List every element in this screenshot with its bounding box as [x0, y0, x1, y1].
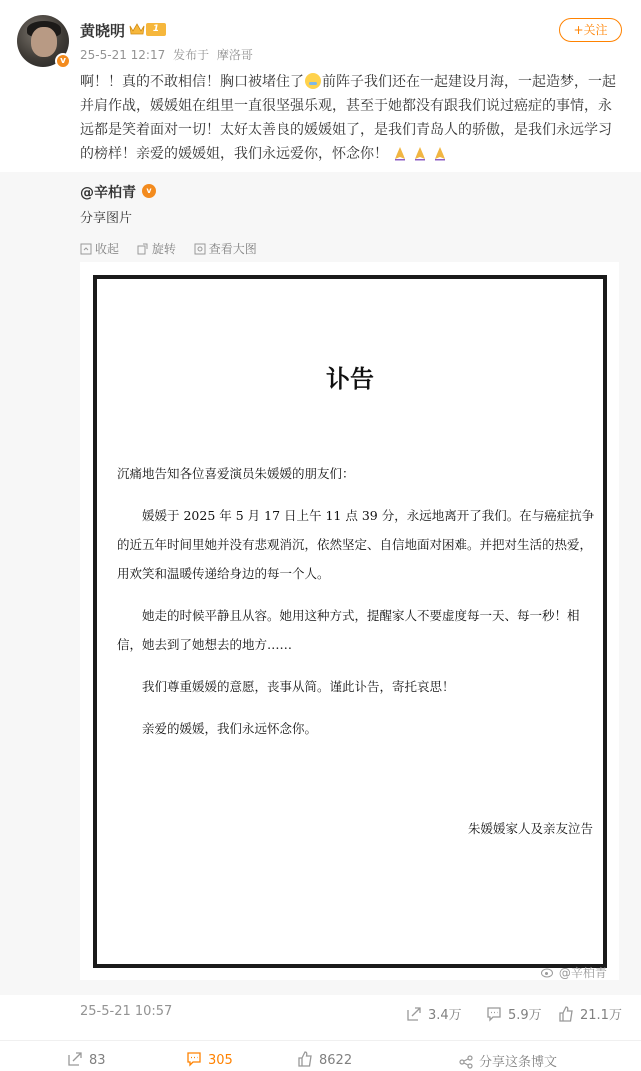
author-name[interactable]: 黄晓明	[80, 22, 126, 40]
like-count: 8622	[319, 1053, 353, 1068]
obituary-title: 讣告	[326, 365, 374, 393]
watermark-text: @辛柏青	[558, 966, 607, 980]
rotate-icon	[137, 243, 149, 255]
post-header	[0, 0, 641, 72]
share-network-icon	[459, 1055, 473, 1069]
share-post-label: 分享这条博文	[479, 1055, 558, 1070]
share-post-button[interactable]	[459, 1051, 557, 1070]
avatar-face	[31, 27, 57, 57]
post-action-bar	[0, 1040, 641, 1071]
share-count: 83	[89, 1053, 106, 1068]
repost-comment-value: 5.9万	[508, 1008, 542, 1023]
collapse-image-button[interactable]	[80, 240, 119, 257]
obituary-image[interactable]	[80, 262, 619, 980]
vip-crown-icon	[129, 22, 145, 36]
repost-timestamp[interactable]: 25-5-21 10:57	[80, 1004, 173, 1019]
collapse-icon	[80, 243, 92, 255]
view-large-label: 查看大图	[208, 242, 257, 256]
post-timestamp[interactable]: 25-5-21 12:17	[80, 48, 166, 62]
obituary-paragraph: 亲爱的媛媛，我们永远怀念你。	[142, 721, 318, 736]
comment-count: 305	[208, 1053, 233, 1068]
obituary-body	[117, 459, 597, 756]
comment-icon	[486, 1006, 502, 1022]
repost-verified-badge-icon: v	[142, 184, 156, 198]
crying-emoji-icon	[305, 73, 321, 89]
rotate-label: 旋转	[151, 242, 176, 256]
repost-like-count[interactable]	[558, 1004, 622, 1023]
repost-text: 分享图片	[80, 211, 133, 226]
obituary-signature: 朱媛媛家人及亲友泣告	[467, 821, 593, 836]
share-button[interactable]	[67, 1051, 106, 1068]
like-button[interactable]	[297, 1051, 352, 1068]
weibo-logo-icon	[541, 966, 555, 978]
post-text-part1: 啊！！真的不敢相信！胸口被堵住了	[80, 74, 304, 90]
repost-like-value: 21.1万	[580, 1008, 622, 1023]
image-watermark	[541, 964, 607, 981]
collapse-label: 收起	[95, 242, 120, 256]
post-text	[80, 70, 625, 166]
rotate-image-button[interactable]	[137, 240, 176, 257]
repost-share-count[interactable]	[406, 1004, 462, 1023]
post-text-part2: 前阵子我们还在一起建设月海，一起造梦，一起并肩作战，媛媛姐在组里一直很坚强乐观，甚至于她都没有跟我们说过癌症的事情，永远都是笑着面对一切！太好太善良的媛媛姐了，是我们青岛人的骄傲，是我们永远学习的榜样！亲爱的媛媛姐，我们永远爱你，怀念你！	[80, 74, 616, 162]
repost-share-value: 3.4万	[428, 1008, 462, 1023]
follow-button[interactable]: +关注	[559, 18, 622, 42]
obituary-border	[93, 275, 607, 968]
image-toolbar	[80, 240, 271, 257]
comment-button[interactable]	[186, 1051, 233, 1068]
repost-footer	[0, 1004, 641, 1028]
share-icon	[67, 1051, 83, 1067]
like-icon	[297, 1051, 313, 1067]
post-location[interactable]: 摩洛哥	[216, 48, 253, 62]
like-icon	[558, 1006, 574, 1022]
repost-author[interactable]: @辛柏青	[80, 185, 136, 201]
repost-comment-count[interactable]	[486, 1004, 542, 1023]
praying-hands-icon	[412, 145, 428, 161]
view-large-image-button[interactable]	[194, 240, 257, 257]
verified-badge-icon: v	[55, 53, 71, 69]
post-source-prefix: 发布于	[173, 48, 210, 62]
praying-hands-icon	[432, 145, 448, 161]
comment-icon	[186, 1051, 202, 1067]
repost-card	[0, 172, 641, 1023]
view-large-icon	[194, 243, 206, 255]
obituary-paragraph: 我们尊重媛媛的意愿，丧事从简。谨此讣告，寄托哀思！	[142, 679, 455, 694]
share-icon	[406, 1006, 422, 1022]
obituary-salutation: 沉痛地告知各位喜爱演员朱媛媛的朋友们：	[117, 466, 355, 481]
obituary-paragraph: 她走的时候平静且从容。她用这种方式，提醒家人不要虚度每一天、每一秒！相信，她去到了她想去的地方……	[117, 608, 580, 652]
vip-level-badge: 1	[146, 23, 166, 36]
praying-hands-icon	[392, 145, 408, 161]
post-meta	[80, 46, 257, 63]
obituary-paragraph: 媛媛于 2025 年 5 月 17 日上午 11 点 39 分，永远地离开了我们。在与癌症抗争的近五年时间里她并没有悲观消沉，依然坚定、自信地面对困难。并把对生活的热爱，用欢笑和温暖传递给身边的每一个人。	[117, 508, 595, 581]
